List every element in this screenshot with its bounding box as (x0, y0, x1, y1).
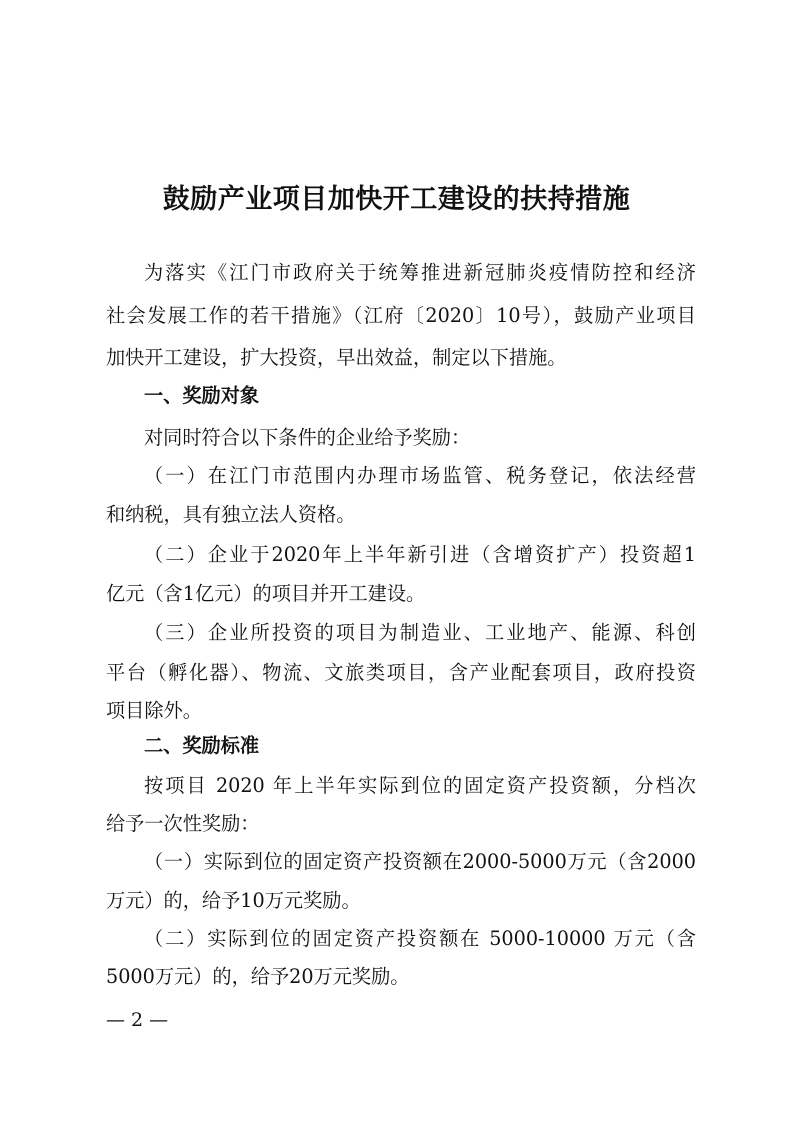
paragraph-line: 按项目 2020 年上半年实际到位的固定资产投资额，分档次 (144, 774, 696, 797)
paragraph-line: 平台（孵化器）、物流、文旅类项目，含产业配套项目，政府投资 (106, 661, 696, 684)
section-heading: 二、奖励标准 (144, 734, 260, 757)
document-title: 鼓励产业项目加快开工建设的扶持措施 (162, 184, 631, 215)
paragraph-line: （三）企业所投资的项目为制造业、工业地产、能源、科创 (144, 621, 696, 644)
paragraph-line: 加快开工建设，扩大投资，早出效益，制定以下措施。 (106, 346, 567, 369)
section-heading: 一、奖励对象 (144, 384, 260, 407)
paragraph-line: 和纳税，具有独立法人资格。 (106, 503, 356, 526)
paragraph-line: 社会发展工作的若干措施》（江府〔2020〕10号），鼓励产业项目 (106, 304, 696, 327)
paragraph-line: 亿元（含1亿元）的项目并开工建设。 (106, 582, 426, 605)
paragraph-line: （二）实际到位的固定资产投资额在 5000-10000 万元（含 (144, 927, 696, 950)
paragraph-line: 对同时符合以下条件的企业给予奖励： (144, 426, 471, 449)
paragraph-line: 万元）的，给予10万元奖励。 (106, 889, 361, 912)
paragraph-line: （一）在江门市范围内办理市场监管、税务登记，依法经营 (144, 464, 696, 487)
paragraph-line: （二）企业于2020年上半年新引进（含增资扩产）投资超1 (144, 543, 696, 566)
paragraph-line: 为落实《江门市政府关于统筹推进新冠肺炎疫情防控和经济 (144, 261, 696, 284)
paragraph-line: 项目除外。 (106, 699, 202, 722)
paragraph-line: 给予一次性奖励： (106, 812, 260, 835)
page-number: — 2 — (106, 1009, 169, 1031)
paragraph-line: （一）实际到位的固定资产投资额在2000-5000万元（含2000 (144, 850, 696, 873)
paragraph-line: 5000万元）的，给予20万元奖励。 (106, 965, 410, 988)
